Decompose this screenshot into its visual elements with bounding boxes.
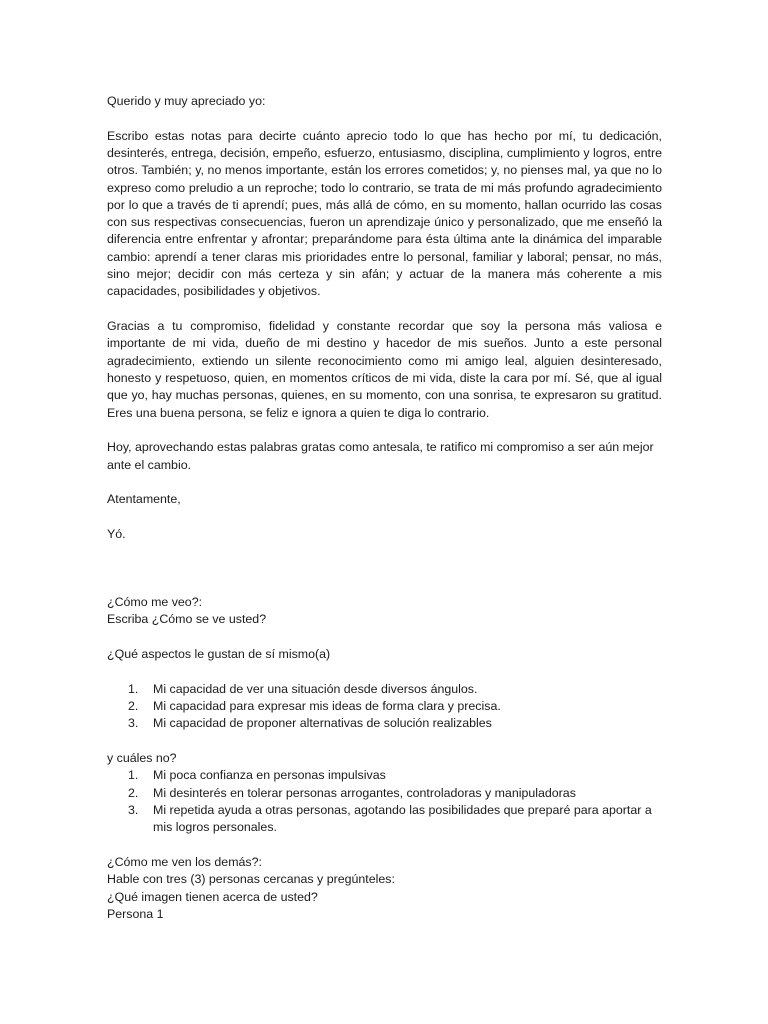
dislikes-question: y cuáles no? [107, 751, 177, 766]
person-1-label: Persona 1 [107, 906, 164, 921]
letter-paragraph-3: Hoy, aprovechando estas palabras gratas como antesala, te ratifico mi compromiso a ser aún mejor ante el cambio. [107, 440, 654, 472]
list-item [107, 681, 662, 698]
list-item-number: 2. [128, 699, 139, 714]
list-item-text: Mi repetida ayuda a otras personas, agotando las posibilidades que preparé para aportar a mis logros personales. [153, 803, 652, 835]
self-view-heading: ¿Cómo me veo?: [107, 595, 203, 610]
letter-signature: Yó. [107, 526, 126, 541]
others-view-question: ¿Qué imagen tienen acerca de usted? [107, 889, 318, 904]
letter-paragraph-1: Escribo estas notas para decirte cuánto aprecio todo lo que has hecho por mí, tu dedicación, desinterés, entrega, decisión, empeño, esfuerzo, entusiasmo, disciplina, cumplimiento y logros, entre otros. También; y, no menos importante, están los errores cometidos; y, no pienses mal, ya que no lo expreso como preludio a un reproche; todo lo contrario, se trata de mi más profundo agradecimiento por lo que a través de ti aprendí; pues, más allá de cómo, en su momento, hallan ocurrido las cosas con sus respectivas consecuencias, fueron un aprendizaje único y personalizado, que me enseñó la diferencia entre enfrentar y afrontar; preparándome para ésta última ante la dinámica del imparable cambio: aprendí a tener claras mis prioridades entre lo personal, familiar y laboral; pensar, no más, sino mejor; decidir con más certeza y sin afán; y actuar de la manera más coherente a mis capacidades, posibilidades y objetivos. [107, 128, 662, 299]
letter-paragraph-2: Gracias a tu compromiso, fidelidad y constante recordar que soy la persona más valiosa e importante de mi vida, dueño de mi destino y hacedor de mis sueños. Junto a este personal agradecimiento, extiendo un silente reconocimiento como mi amigo leal, alguien desinteresado, honesto y respetuoso, quien, en momentos críticos de mi vida, diste la cara por mí. Sé, que al igual que yo, hay muchas personas, quienes, en su momento, con una sonrisa, te expresaron su gratitud. Eres una buena persona, se feliz e ignora a quien te diga lo contrario. [107, 319, 662, 420]
likes-list [107, 681, 662, 733]
list-item-text: Mi capacidad de ver una situación desde diversos ángulos. [153, 681, 478, 696]
list-item [107, 785, 662, 802]
dislikes-list [107, 767, 662, 836]
list-item-number: 3. [128, 716, 139, 731]
document-page [107, 93, 662, 923]
list-item [107, 698, 662, 715]
others-view-instruction: Hable con tres (3) personas cercanas y pregúnteles: [107, 872, 395, 887]
list-item [107, 802, 662, 837]
letter-greeting: Querido y muy apreciado yo: [107, 94, 266, 108]
section-spacer [107, 543, 662, 594]
others-view-heading: ¿Cómo me ven los demás?: [107, 855, 262, 870]
list-item-number: 2. [128, 785, 139, 800]
letter-closing: Atentamente, [107, 492, 181, 507]
list-item [107, 715, 662, 732]
list-item-text: Mi capacidad para expresar mis ideas de forma clara y precisa. [153, 699, 501, 714]
list-item-text: Mi poca confianza en personas impulsivas [153, 768, 386, 783]
self-view-instruction: Escriba ¿Cómo se ve usted? [107, 612, 267, 627]
list-item-number: 1. [128, 768, 139, 783]
likes-question: ¿Qué aspectos le gustan de sí mismo(a) [107, 647, 331, 662]
list-item-text: Mi capacidad de proponer alternativas de solución realizables [153, 716, 492, 731]
list-item [107, 767, 662, 784]
list-item-number: 3. [128, 803, 139, 818]
list-item-number: 1. [128, 681, 139, 696]
list-item-text: Mi desinterés en tolerar personas arrogantes, controladoras y manipuladoras [153, 785, 576, 800]
